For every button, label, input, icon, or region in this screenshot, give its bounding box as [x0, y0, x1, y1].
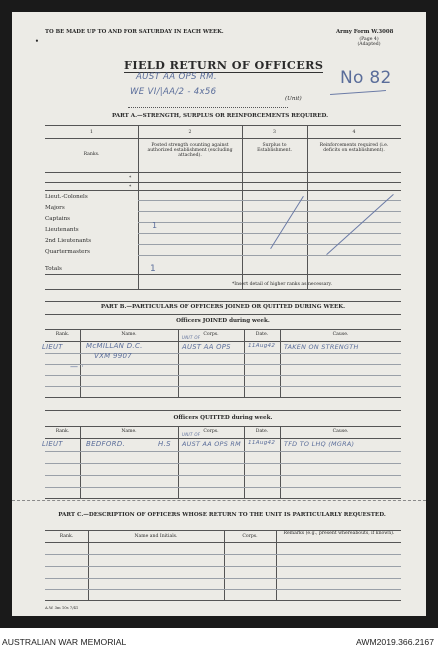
rank-lieutenants: Lieutenants	[45, 227, 79, 233]
quitted-rank-value: LIEUT	[42, 440, 63, 448]
quitted-cause-value: TFD TO LHQ (MGRA)	[284, 440, 355, 448]
quitted-corps-value: AUST AA OPS RM	[182, 440, 241, 448]
part-b-heading: PART B.—PARTICULARS OF OFFICERS JOINED OR QUITTED DURING WEEK.	[100, 304, 346, 310]
quitted-unit-of: UNIT OF	[182, 432, 201, 437]
unit-handwritten-line2: WE VI/|AA/2 - 4x56	[130, 87, 217, 97]
footer-accession-number: AWM2019.366.2167	[355, 637, 434, 647]
col-header-surplus: Surplus to Establishment.	[257, 143, 292, 154]
quitted-col-rank: Rank.	[55, 429, 70, 434]
form-instruction: TO BE MADE UP TO AND FOR SATURDAY IN EACH WEEK.	[45, 29, 224, 35]
joined-corps-value: AUST AA OPS	[182, 343, 231, 351]
joined-col-date: Date.	[255, 332, 269, 337]
col-number-3: 3	[273, 130, 276, 135]
joined-cause-value: TAKEN ON STRENGTH	[284, 343, 359, 351]
quitted-col-date: Date.	[255, 429, 269, 434]
joined-dash-mark: — ·	[70, 362, 84, 371]
quitted-heading: Officers QUITTED during week.	[173, 415, 273, 421]
col-number-2: 2	[188, 130, 192, 135]
joined-heading: Officers JOINED during week.	[176, 318, 270, 324]
joined-date-value: 11Aug42	[248, 343, 276, 349]
joined-unit-of: UNIT OF	[182, 335, 201, 340]
form-page: (Page 4)	[359, 37, 379, 42]
joined-number-value: VXM 9907	[94, 352, 133, 360]
return-number-handwritten: No 82	[340, 68, 392, 88]
part-a-footnote: *Insert detail of higher ranks as necessary.	[231, 282, 333, 287]
footer-bar	[0, 628, 438, 653]
reinforcements-strike	[326, 194, 394, 255]
unit-label: (Unit)	[285, 96, 302, 102]
quitted-initials-value: H.S	[158, 440, 171, 448]
bullet-mark: •	[35, 38, 39, 45]
rank-lieut-colonels: Lieut.-Colonels	[45, 194, 88, 200]
rank-2nd-lieutenants: 2nd Lieutenants	[45, 238, 92, 244]
part-a-heading: PART A.—STRENGTH, SURPLUS OR REINFORCEMENTS REQUIRED.	[111, 113, 329, 119]
form-adapted: (Adapted)	[357, 42, 381, 47]
part-c-col-remarks: Remarks (e.g., present whereabouts, if known).	[283, 531, 395, 536]
unit-line	[128, 107, 288, 108]
rank-majors: Majors	[45, 205, 65, 211]
unit-handwritten-line1: AUST AA OPS RM.	[136, 72, 217, 82]
form-sheet	[12, 12, 426, 616]
page-title: FIELD RETURN OF OFFICERS	[124, 58, 324, 72]
quitted-date-value: 11Aug42	[248, 440, 276, 446]
form-number: Army Form W.3008	[336, 29, 394, 35]
totals-strength-value: 1	[150, 264, 157, 274]
joined-name-value: McMILLAN D.C.	[86, 342, 143, 350]
part-c-col-name: Name and Initials.	[134, 534, 178, 539]
col-number-1: 1	[90, 130, 93, 135]
quitted-name-value: BEDFORD.	[86, 440, 126, 448]
printer-imprint: A.W. 3m 10s 7/41	[45, 605, 79, 610]
higher-rank-marker-2: *	[129, 185, 132, 190]
col-header-posted-strength: Posted strength counting against authorized establishment (excluding attached).	[147, 143, 233, 159]
joined-col-rank: Rank.	[55, 332, 70, 337]
col-header-ranks: Ranks.	[83, 152, 100, 157]
part-c-col-rank: Rank.	[59, 534, 74, 539]
part-c-heading: PART C.—DESCRIPTION OF OFFICERS WHOSE RETURN TO THE UNIT IS PARTICULARLY REQUESTED.	[58, 512, 386, 518]
joined-col-corps: Corps.	[203, 332, 219, 337]
part-c-col-corps: Corps.	[242, 534, 258, 539]
quitted-col-corps: Corps.	[203, 429, 219, 434]
quitted-col-name: Name.	[121, 429, 137, 434]
joined-col-name: Name.	[121, 332, 137, 337]
footer-institution: AUSTRALIAN WAR MEMORIAL	[2, 637, 127, 647]
joined-rank-value: LIEUT	[42, 343, 63, 351]
joined-col-cause: Cause.	[332, 332, 349, 337]
number-underline	[330, 90, 386, 95]
col-header-reinforcements: Reinforcements required (i.e. deficits on establishment).	[319, 143, 389, 154]
lieutenants-strength-value: 1	[152, 221, 158, 230]
perforation-line	[12, 500, 426, 501]
rank-captains: Captains	[45, 216, 71, 222]
higher-rank-marker-1: *	[129, 176, 132, 181]
quitted-col-cause: Cause.	[332, 429, 349, 434]
rank-totals: Totals	[45, 266, 62, 272]
rank-quartermasters: Quartermasters	[45, 249, 91, 255]
col-number-4: 4	[352, 130, 356, 135]
